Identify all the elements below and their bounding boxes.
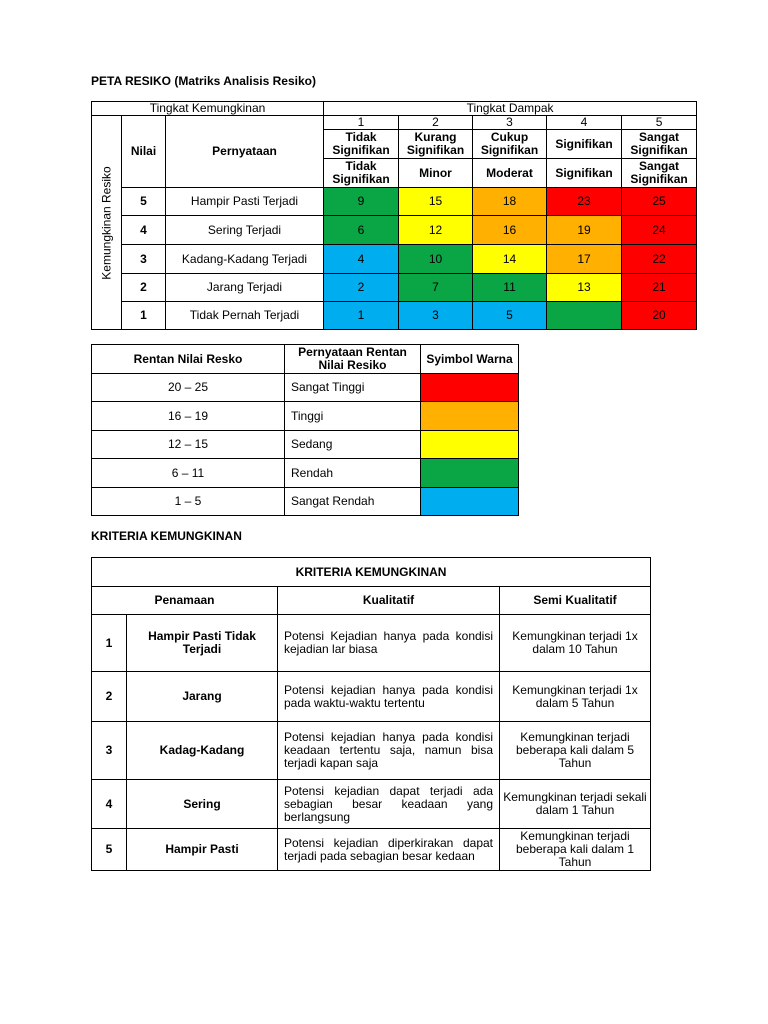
criteria-name: Hampir Pasti (127, 829, 278, 871)
legend-label: Tinggi (285, 402, 421, 431)
criteria-header-semi-qualitative: Semi Kualitatif (500, 587, 651, 615)
risk-cell: 1 (324, 302, 399, 330)
impact-name: Signifikan (547, 130, 622, 159)
risk-cell: 22 (622, 245, 697, 274)
impact-name: Kurang Signifikan (399, 130, 473, 159)
criteria-semi-qualitative: Kemungkinan terjadi 1x dalam 10 Tahun (500, 615, 651, 672)
pernyataan-header: Pernyataan (166, 116, 324, 188)
likelihood-criteria-table (91, 557, 651, 871)
criteria-qualitative: Potensi kejadian hanya pada kondisi pada waktu-waktu tertentu (278, 672, 500, 722)
nilai-header: Nilai (122, 116, 166, 188)
criteria-number: 2 (92, 672, 127, 722)
row-nilai: 3 (122, 245, 166, 274)
risk-cell: 10 (399, 245, 473, 274)
impact-category: Sangat Signifikan (622, 159, 697, 188)
risk-cell: 7 (399, 274, 473, 302)
criteria-qualitative: Potensi kejadian diperkirakan dapat terjadi pada sebagian besar kedaan (278, 829, 500, 871)
legend-range: 12 – 15 (92, 431, 285, 459)
impact-name: Tidak Signifikan (324, 130, 399, 159)
criteria-name: Kadag-Kadang (127, 722, 278, 780)
impact-category: Tidak Signifikan (324, 159, 399, 188)
criteria-header-qualitative: Kualitatif (278, 587, 500, 615)
criteria-header-name: Penamaan (92, 587, 278, 615)
legend-color-swatch (421, 374, 519, 402)
criteria-semi-qualitative: Kemungkinan terjadi sekali dalam 1 Tahun (500, 780, 651, 829)
criteria-row (92, 780, 651, 829)
criteria-qualitative: Potensi kejadian hanya pada kondisi keadaan tertentu saja, namun bisa terjadi kapan saja (278, 722, 500, 780)
row-label: Kadang-Kadang Terjadi (166, 245, 324, 274)
impact-category: Minor (399, 159, 473, 188)
matrix-row (92, 216, 697, 245)
legend-label: Sangat Tinggi (285, 374, 421, 402)
legend-color-swatch (421, 459, 519, 488)
legend-range: 20 – 25 (92, 374, 285, 402)
criteria-row (92, 672, 651, 722)
risk-cell: 14 (473, 245, 547, 274)
legend-row (92, 374, 519, 402)
impact-level: 1 (324, 116, 399, 130)
criteria-number: 4 (92, 780, 127, 829)
row-label: Jarang Terjadi (166, 274, 324, 302)
risk-cell: 3 (399, 302, 473, 330)
legend-color-swatch (421, 431, 519, 459)
impact-category: Moderat (473, 159, 547, 188)
section-heading-criteria: KRITERIA KEMUNGKINAN (91, 529, 242, 543)
risk-cell: 12 (399, 216, 473, 245)
risk-cell: 2 (324, 274, 399, 302)
criteria-semi-qualitative: Kemungkinan terjadi 1x dalam 5 Tahun (500, 672, 651, 722)
matrix-row (92, 274, 697, 302)
vertical-likelihood-label: Kemungkinan Resiko (92, 116, 122, 330)
row-nilai: 4 (122, 216, 166, 245)
risk-cell: 24 (622, 216, 697, 245)
legend-label: Sangat Rendah (285, 488, 421, 516)
legend-color-swatch (421, 402, 519, 431)
criteria-number: 3 (92, 722, 127, 780)
criteria-semi-qualitative: Kemungkinan terjadi beberapa kali dalam 1 Tahun (500, 829, 651, 871)
matrix-row (92, 302, 697, 330)
risk-cell: 4 (324, 245, 399, 274)
impact-level: 4 (547, 116, 622, 130)
row-nilai: 1 (122, 302, 166, 330)
impact-level: 3 (473, 116, 547, 130)
legend-label: Sedang (285, 431, 421, 459)
risk-cell: 19 (547, 216, 622, 245)
criteria-table-title: KRITERIA KEMUNGKINAN (92, 558, 651, 587)
row-label: Hampir Pasti Terjadi (166, 188, 324, 216)
row-label: Tidak Pernah Terjadi (166, 302, 324, 330)
legend-label: Rendah (285, 459, 421, 488)
risk-cell: 23 (547, 188, 622, 216)
legend-color-swatch (421, 488, 519, 516)
risk-cell: 5 (473, 302, 547, 330)
impact-header: Tingkat Dampak (324, 102, 697, 116)
page-title-risk-map: PETA RESIKO (Matriks Analisis Resiko) (91, 74, 316, 88)
legend-row (92, 459, 519, 488)
legend-range: 1 – 5 (92, 488, 285, 516)
risk-cell: 17 (547, 245, 622, 274)
risk-matrix-table (91, 101, 697, 330)
risk-cell: 15 (399, 188, 473, 216)
risk-cell: 16 (473, 216, 547, 245)
impact-level: 2 (399, 116, 473, 130)
criteria-semi-qualitative: Kemungkinan terjadi beberapa kali dalam 5 Tahun (500, 722, 651, 780)
legend-range: 6 – 11 (92, 459, 285, 488)
legend-row (92, 431, 519, 459)
impact-name: Cukup Signifikan (473, 130, 547, 159)
likelihood-header: Tingkat Kemungkinan (92, 102, 324, 116)
legend-header-color: Syimbol Warna (421, 345, 519, 374)
matrix-row (92, 188, 697, 216)
criteria-name: Jarang (127, 672, 278, 722)
criteria-name: Sering (127, 780, 278, 829)
risk-legend-table (91, 344, 519, 516)
risk-cell (547, 302, 622, 330)
risk-cell: 21 (622, 274, 697, 302)
matrix-row (92, 245, 697, 274)
risk-cell: 25 (622, 188, 697, 216)
criteria-row (92, 829, 651, 871)
risk-cell: 11 (473, 274, 547, 302)
risk-cell: 9 (324, 188, 399, 216)
legend-header-range: Rentan Nilai Resko (92, 345, 285, 374)
legend-range: 16 – 19 (92, 402, 285, 431)
criteria-qualitative: Potensi Kejadian hanya pada kondisi kejadian lar biasa (278, 615, 500, 672)
criteria-row (92, 722, 651, 780)
impact-category: Signifikan (547, 159, 622, 188)
risk-cell: 6 (324, 216, 399, 245)
legend-header-statement: Pernyataan Rentan Nilai Resiko (285, 345, 421, 374)
criteria-name: Hampir Pasti Tidak Terjadi (127, 615, 278, 672)
impact-name: Sangat Signifikan (622, 130, 697, 159)
criteria-qualitative: Potensi kejadian dapat terjadi ada sebagian besar keadaan yang berlangsung (278, 780, 500, 829)
criteria-number: 5 (92, 829, 127, 871)
legend-row (92, 402, 519, 431)
risk-cell: 13 (547, 274, 622, 302)
row-nilai: 5 (122, 188, 166, 216)
impact-level: 5 (622, 116, 697, 130)
risk-cell: 20 (622, 302, 697, 330)
criteria-row (92, 615, 651, 672)
risk-cell: 18 (473, 188, 547, 216)
row-nilai: 2 (122, 274, 166, 302)
legend-row (92, 488, 519, 516)
criteria-number: 1 (92, 615, 127, 672)
row-label: Sering Terjadi (166, 216, 324, 245)
